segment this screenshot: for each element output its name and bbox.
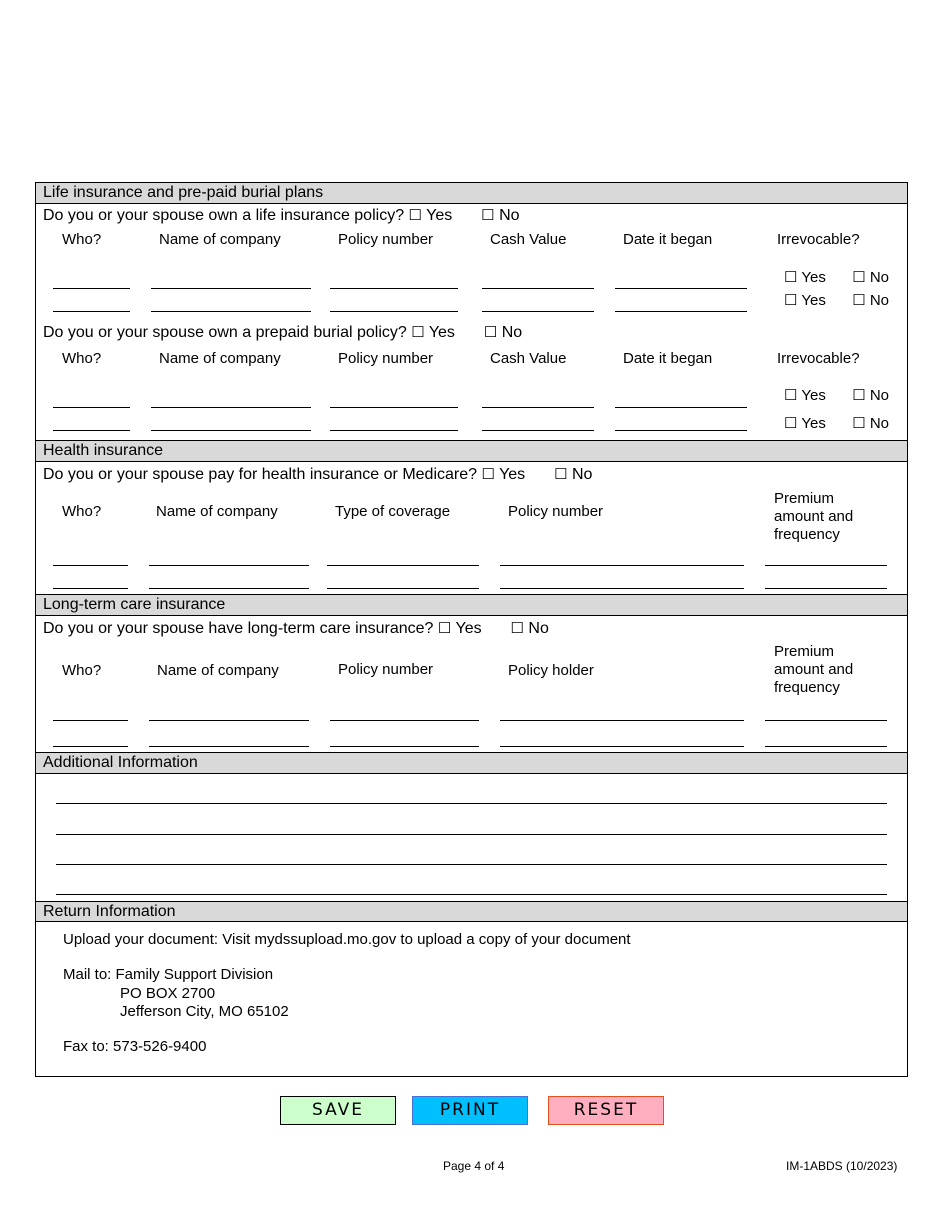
burial-irrevocable-row-1: ☐ Yes ☐ No — [784, 387, 889, 404]
life-irrevocable-row-1: ☐ Yes ☐ No — [784, 269, 889, 286]
health-who-field-2[interactable] — [53, 588, 128, 589]
burial-irr-yes-checkbox-1[interactable]: ☐ — [784, 387, 798, 404]
life-company-field-1[interactable] — [151, 288, 311, 289]
section-header-additional-info: Additional Information — [36, 752, 907, 774]
additional-info-line-1[interactable] — [56, 803, 887, 804]
burial-cash-field-1[interactable] — [482, 407, 594, 408]
ltc-no-label: No — [528, 620, 549, 637]
ltc-policy-field-1[interactable] — [330, 720, 479, 721]
health-col-coverage: Type of coverage — [335, 503, 451, 520]
ltc-col-who: Who? — [62, 662, 102, 679]
fax-number: Fax to: 573-526-9400 — [63, 1038, 207, 1055]
ltc-who-field-1[interactable] — [53, 720, 128, 721]
life-irr-no-checkbox-1[interactable]: ☐ — [852, 269, 866, 286]
mail-address-line-3: Jefferson City, MO 65102 — [120, 1003, 289, 1020]
section-header-long-term-care: Long-term care insurance — [36, 594, 907, 616]
form-page-section — [35, 182, 908, 1077]
health-col-premium: Premium amount and frequency — [774, 490, 854, 543]
burial-who-field-2[interactable] — [53, 430, 130, 431]
ltc-company-field-1[interactable] — [149, 720, 309, 721]
life-cash-field-2[interactable] — [482, 311, 594, 312]
ltc-company-field-2[interactable] — [149, 746, 309, 747]
burial-no-checkbox[interactable]: ☐ — [483, 324, 498, 341]
health-yes-label: Yes — [499, 466, 526, 483]
burial-col-who: Who? — [62, 350, 102, 367]
burial-yes-checkbox[interactable]: ☐ — [411, 324, 425, 341]
burial-col-cash-value: Cash Value — [490, 350, 567, 367]
ltc-question — [43, 619, 549, 638]
life-yes-label: Yes — [426, 207, 453, 224]
burial-irr-no-checkbox-2[interactable]: ☐ — [852, 415, 866, 432]
burial-col-date-began: Date it began — [623, 350, 713, 367]
life-irrevocable-row-2: ☐ Yes ☐ No — [784, 292, 889, 309]
life-col-policy-number: Policy number — [338, 231, 434, 248]
print-button[interactable]: PRINT — [412, 1096, 528, 1125]
upload-instructions: Upload your document: Visit mydssupload.mo.gov to upload a copy of your document — [63, 931, 631, 948]
health-coverage-field-1[interactable] — [327, 565, 479, 566]
life-no-checkbox[interactable]: ☐ — [481, 207, 495, 224]
life-irr-no-checkbox-2[interactable]: ☐ — [852, 292, 866, 309]
life-irr-yes-checkbox-1[interactable]: ☐ — [784, 269, 798, 286]
life-policy-field-2[interactable] — [330, 311, 458, 312]
life-date-field-1[interactable] — [615, 288, 747, 289]
life-col-cash-value: Cash Value — [490, 231, 567, 248]
ltc-yes-label: Yes — [455, 620, 482, 637]
health-coverage-field-2[interactable] — [327, 588, 479, 589]
burial-policy-field-1[interactable] — [330, 407, 458, 408]
save-button[interactable]: SAVE — [280, 1096, 396, 1125]
burial-date-field-2[interactable] — [615, 430, 747, 431]
mail-address-line-2: PO BOX 2700 — [120, 985, 216, 1002]
life-cash-field-1[interactable] — [482, 288, 594, 289]
health-company-field-1[interactable] — [149, 565, 309, 566]
section-header-health-insurance: Health insurance — [36, 440, 907, 462]
life-who-field-2[interactable] — [53, 311, 130, 312]
ltc-who-field-2[interactable] — [53, 746, 128, 747]
health-premium-field-1[interactable] — [765, 565, 887, 566]
additional-info-line-3[interactable] — [56, 864, 887, 865]
ltc-question-text: Do you or your spouse have long-term care insurance? — [43, 620, 434, 637]
life-col-irrevocable: Irrevocable? — [777, 231, 860, 248]
life-company-field-2[interactable] — [151, 311, 311, 312]
health-company-field-2[interactable] — [149, 588, 309, 589]
life-irr-yes-checkbox-2[interactable]: ☐ — [784, 292, 798, 309]
health-col-policy-number: Policy number — [508, 503, 604, 520]
burial-col-policy-number: Policy number — [338, 350, 434, 367]
page-number: Page 4 of 4 — [443, 1159, 505, 1173]
health-no-label: No — [572, 466, 593, 483]
health-question-text: Do you or your spouse pay for health insurance or Medicare? — [43, 466, 478, 483]
burial-policy-field-2[interactable] — [330, 430, 458, 431]
burial-irr-no-checkbox-1[interactable]: ☐ — [852, 387, 866, 404]
reset-button[interactable]: RESET — [548, 1096, 664, 1125]
health-policy-field-2[interactable] — [500, 588, 744, 589]
burial-question-text: Do you or your spouse own a prepaid burial policy? — [43, 324, 407, 341]
health-question — [43, 465, 592, 484]
ltc-holder-field-2[interactable] — [500, 746, 744, 747]
life-policy-field-1[interactable] — [330, 288, 458, 289]
health-col-company: Name of company — [156, 503, 278, 520]
ltc-col-company: Name of company — [157, 662, 279, 679]
section-header-return-info: Return Information — [36, 901, 907, 922]
burial-date-field-1[interactable] — [615, 407, 747, 408]
ltc-yes-checkbox[interactable]: ☐ — [437, 620, 452, 637]
health-no-checkbox[interactable]: ☐ — [554, 466, 568, 483]
life-insurance-question — [43, 206, 520, 225]
burial-yes-label: Yes — [428, 324, 455, 341]
life-date-field-2[interactable] — [615, 311, 747, 312]
health-col-who: Who? — [62, 503, 102, 520]
ltc-col-premium: Premium amount and frequency — [774, 643, 854, 696]
burial-who-field-1[interactable] — [53, 407, 130, 408]
additional-info-line-4[interactable] — [56, 894, 887, 895]
health-premium-field-2[interactable] — [765, 588, 887, 589]
ltc-no-checkbox[interactable]: ☐ — [510, 620, 524, 637]
ltc-policy-field-2[interactable] — [330, 746, 479, 747]
form-id: IM-1ABDS (10/2023) — [786, 1159, 898, 1173]
life-col-who: Who? — [62, 231, 102, 248]
ltc-col-policy-holder: Policy holder — [508, 662, 594, 679]
burial-irr-yes-checkbox-2[interactable]: ☐ — [784, 415, 798, 432]
mail-to-label: Mail to: Family Support Division — [63, 966, 274, 983]
life-col-company: Name of company — [159, 231, 281, 248]
burial-cash-field-2[interactable] — [482, 430, 594, 431]
life-question-text: Do you or your spouse own a life insurance policy? — [43, 207, 405, 224]
health-policy-field-1[interactable] — [500, 565, 744, 566]
life-yes-checkbox[interactable]: ☐ — [408, 207, 422, 224]
life-col-date-began: Date it began — [623, 231, 713, 248]
burial-no-label: No — [501, 324, 523, 341]
life-who-field-1[interactable] — [53, 288, 130, 289]
ltc-col-policy-number: Policy number — [338, 661, 434, 678]
life-no-label: No — [499, 207, 520, 224]
burial-irrevocable-row-2: ☐ Yes ☐ No — [784, 415, 889, 432]
burial-question — [43, 323, 522, 342]
burial-company-field-1[interactable] — [151, 407, 311, 408]
health-who-field-1[interactable] — [53, 565, 128, 566]
ltc-holder-field-1[interactable] — [500, 720, 744, 721]
ltc-premium-field-2[interactable] — [765, 746, 887, 747]
health-yes-checkbox[interactable]: ☐ — [481, 466, 495, 483]
burial-col-company: Name of company — [159, 350, 281, 367]
burial-company-field-2[interactable] — [151, 430, 311, 431]
section-header-life-insurance: Life insurance and pre-paid burial plans — [36, 183, 907, 204]
additional-info-line-2[interactable] — [56, 834, 887, 835]
ltc-premium-field-1[interactable] — [765, 720, 887, 721]
burial-col-irrevocable: Irrevocable? — [777, 350, 860, 367]
